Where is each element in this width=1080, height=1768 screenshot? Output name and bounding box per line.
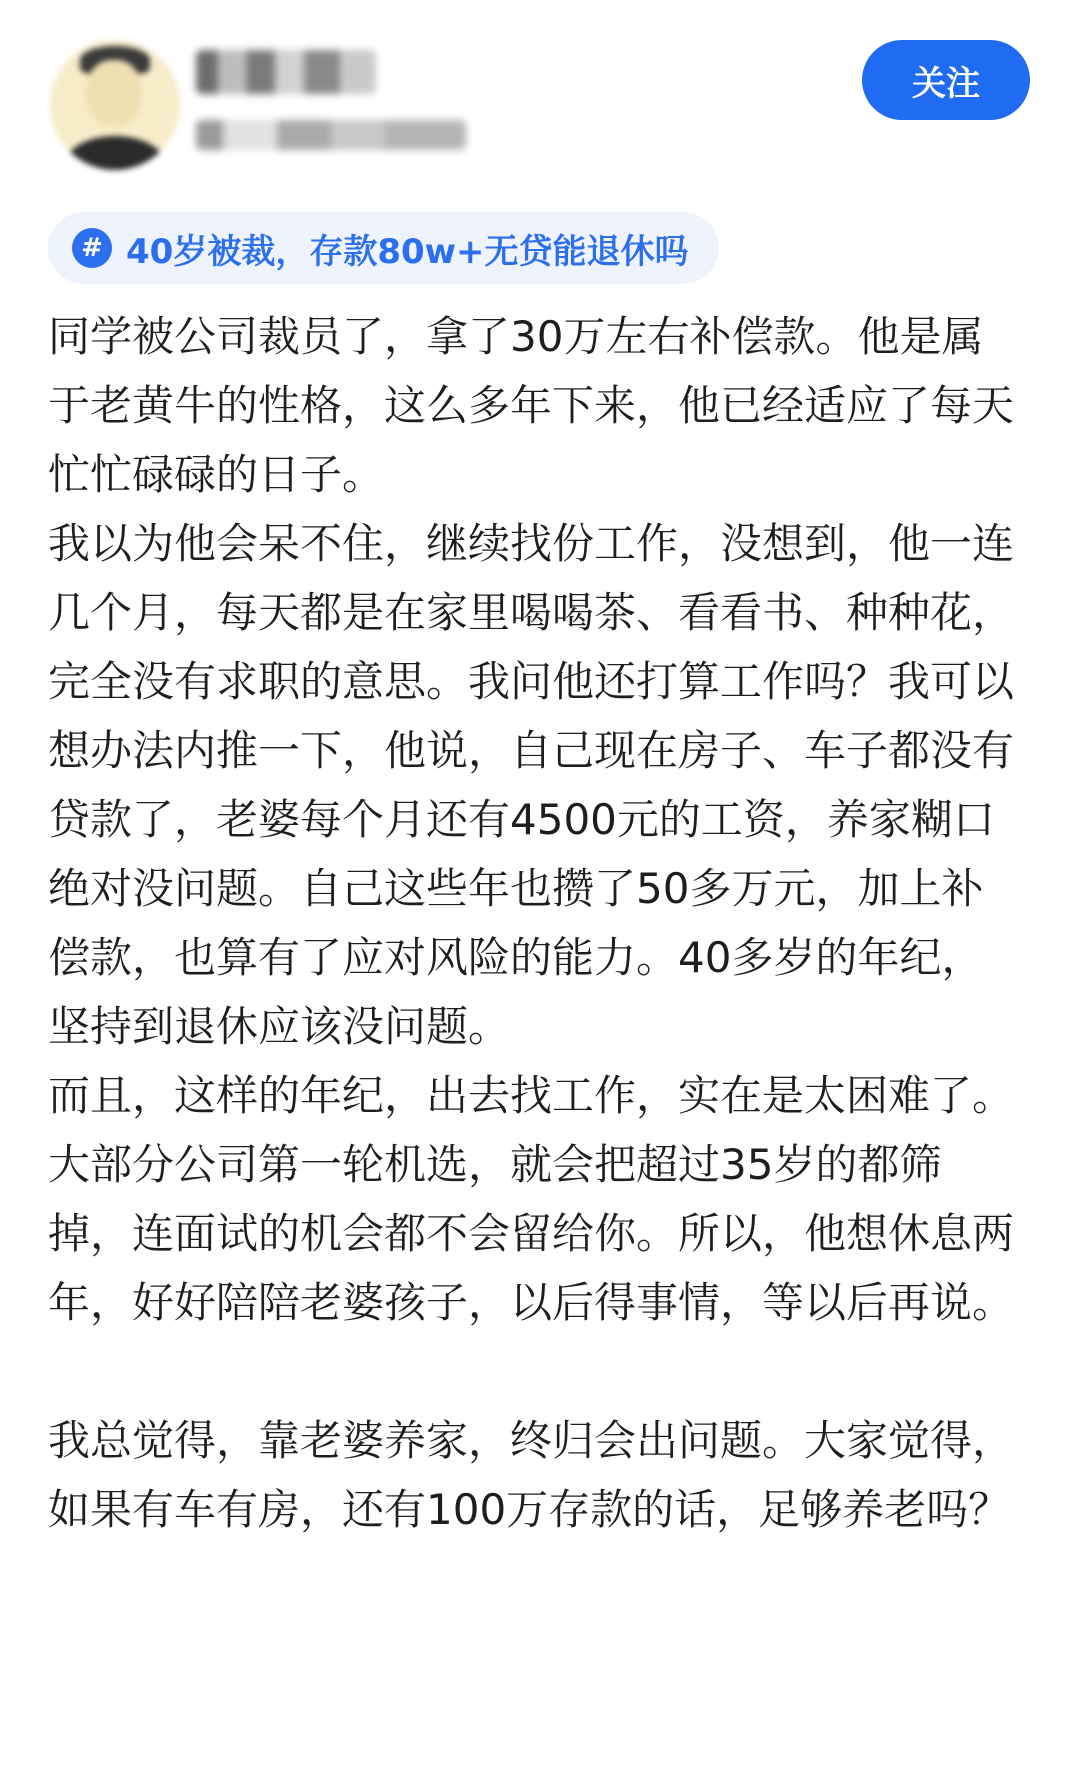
user-subinfo-blurred — [196, 120, 466, 150]
post-body — [48, 302, 1018, 1544]
hashtag-icon: # — [72, 228, 112, 268]
post-header — [0, 0, 1080, 200]
post-paragraph: 我总觉得，靠老婆养家，终归会出问题。大家觉得，如果有车有房，还有100万存款的话，足够养老吗？ — [48, 1416, 1015, 1534]
follow-button[interactable]: 关注 — [862, 40, 1030, 120]
post-paragraph: 我以为他会呆不住，继续找份工作，没想到，他一连几个月，每天都是在家里喝喝茶、看看书、种种花，完全没有求职的意思。我问他还打算工作吗？我可以想办法内推一下，他说，自己现在房子、车子都没有贷款了，老婆每个月还有4500元的工资，养家糊口绝对没问题。自己这些年也攒了50多万元，加上补偿款，也算有了应对风险的能力。40多岁的年纪，坚持到退休应该没问题。 — [48, 519, 1015, 1051]
topic-label: 40岁被裁，存款80w+无贷能退休吗 — [126, 231, 689, 272]
avatar-body — [64, 136, 166, 170]
topic-tag[interactable] — [48, 212, 719, 284]
post-paragraph: 而且，这样的年纪，出去找工作，实在是太困难了。大部分公司第一轮机选，就会把超过35岁的都筛掉，连面试的机会都不会留给你。所以，他想休息两年，好好陪陪老婆孩子，以后得事情，等以后再说。 — [48, 1071, 1015, 1327]
post-paragraph: 同学被公司裁员了，拿了30万左右补偿款。他是属于老黄牛的性格，这么多年下来，他已经适应了每天忙忙碌碌的日子。 — [48, 312, 1015, 499]
avatar-face — [86, 60, 142, 126]
avatar[interactable] — [50, 40, 180, 170]
username-blurred[interactable] — [196, 50, 376, 94]
